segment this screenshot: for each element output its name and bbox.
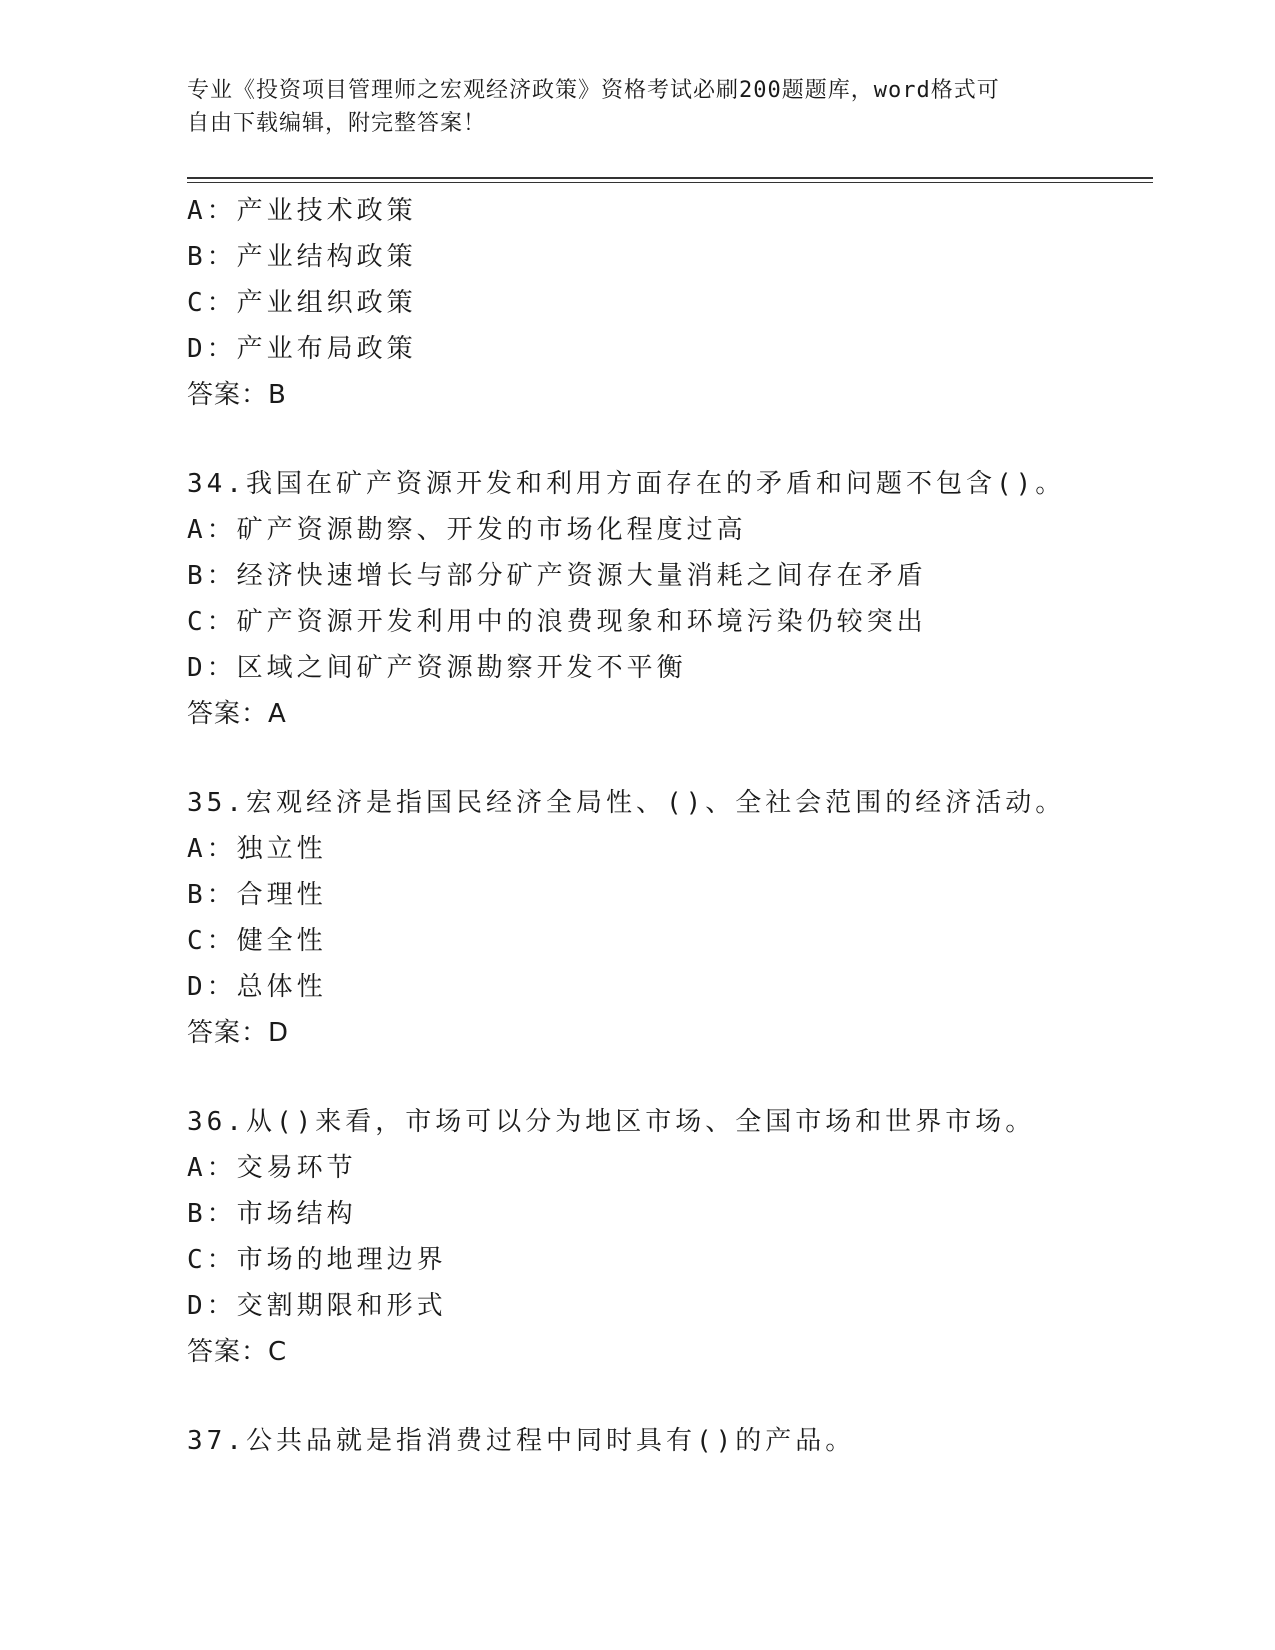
answer: 答案：C: [187, 1337, 288, 1367]
option-a: A：独立性: [187, 834, 327, 864]
question-34: [187, 461, 1147, 737]
option-d: D：交割期限和形式: [187, 1291, 447, 1321]
question-36: [187, 1099, 1147, 1375]
question-35: [187, 780, 1147, 1056]
spacer: [187, 1375, 1147, 1418]
option-d: D：区域之间矿产资源勘察开发不平衡: [187, 653, 687, 683]
document-header: [187, 74, 1067, 140]
question-list: [187, 188, 1147, 1464]
option-c: C：健全性: [187, 926, 327, 956]
question-text: 36.从()来看，市场可以分为地区市场、全国市场和世界市场。: [187, 1107, 1036, 1137]
option-b: B：产业结构政策: [187, 242, 417, 272]
option-b: B：合理性: [187, 880, 327, 910]
option-b: B：经济快速增长与部分矿产资源大量消耗之间存在矛盾: [187, 561, 927, 591]
option-c: C：矿产资源开发利用中的浪费现象和环境污染仍较突出: [187, 607, 927, 637]
option-d: D：产业布局政策: [187, 334, 417, 364]
question-37: [187, 1418, 1147, 1464]
option-c: C：市场的地理边界: [187, 1245, 447, 1275]
question-text: 37.公共品就是指消费过程中同时具有()的产品。: [187, 1426, 856, 1456]
header-line-1: 专业《投资项目管理师之宏观经济政策》资格考试必刷200题题库，word格式可: [187, 78, 1000, 103]
option-a: A：交易环节: [187, 1153, 357, 1183]
option-a: A：产业技术政策: [187, 196, 417, 226]
spacer: [187, 1056, 1147, 1099]
option-b: B：市场结构: [187, 1199, 357, 1229]
header-divider-thick: [187, 177, 1153, 179]
answer: 答案：D: [187, 1018, 290, 1048]
header-line-2: 自由下载编辑，附完整答案！: [187, 111, 487, 136]
spacer: [187, 418, 1147, 461]
answer: 答案：A: [187, 699, 287, 729]
option-d: D：总体性: [187, 972, 327, 1002]
header-divider-thin: [187, 182, 1153, 183]
question-text: 35.宏观经济是指国民经济全局性、()、全社会范围的经济活动。: [187, 788, 1066, 818]
spacer: [187, 737, 1147, 780]
answer: 答案：B: [187, 380, 287, 410]
question-33: [187, 188, 1147, 418]
option-a: A：矿产资源勘察、开发的市场化程度过高: [187, 515, 747, 545]
option-c: C：产业组织政策: [187, 288, 417, 318]
question-text: 34.我国在矿产资源开发和利用方面存在的矛盾和问题不包含()。: [187, 469, 1066, 499]
